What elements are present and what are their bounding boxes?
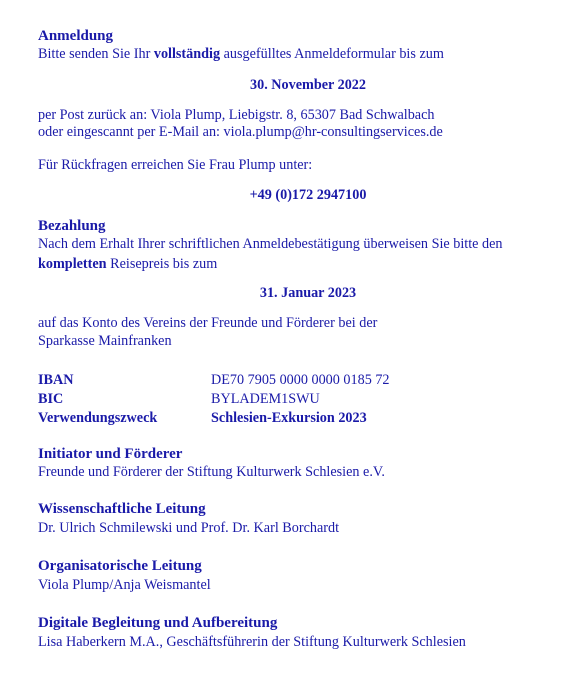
bezahlung-line1: Nach dem Erhalt Ihrer schriftlichen Anmeldebestätigung überweisen Sie bitte den — [38, 236, 503, 252]
digital-text: Lisa Haberkern M.A., Geschäftsführerin der Stiftung Kulturwerk Schlesien — [38, 634, 466, 650]
bezahlung-line2 — [38, 256, 217, 273]
account-line1: auf das Konto des Vereins der Freunde und Förderer bei der — [38, 315, 378, 331]
bank-value: BYLADEM1SWU — [211, 391, 320, 407]
questions-text: Für Rückfragen erreichen Sie Frau Plump unter: — [38, 157, 313, 173]
anmeldung-heading: Anmeldung — [38, 28, 114, 44]
anmeldung-intro — [38, 46, 444, 63]
bank-value: Schlesien-Exkursion 2023 — [211, 410, 367, 426]
wissenschaft-text: Dr. Ulrich Schmilewski und Prof. Dr. Karl Borchardt — [38, 520, 340, 536]
digital-heading: Digitale Begleitung und Aufbereitung — [38, 615, 278, 631]
bezahlung-deadline: 31. Januar 2023 — [259, 285, 357, 301]
organisation-heading: Organisatorische Leitung — [38, 558, 202, 574]
email-address: oder eingescannt per E-Mail an: viola.plump@hr-consultingservices.de — [38, 124, 443, 140]
bezahlung-heading: Bezahlung — [38, 218, 106, 234]
account-line2: Sparkasse Mainfranken — [38, 333, 172, 349]
intro-text-end: ausgefülltes Anmeldeformular bis zum — [220, 46, 444, 62]
bank-value: DE70 7905 0000 0000 0185 72 — [211, 372, 390, 388]
initiator-text: Freunde und Förderer der Stiftung Kulturwerk Schlesien e.V. — [38, 464, 385, 480]
anmeldung-deadline: 30. November 2022 — [250, 77, 366, 93]
organisation-text: Viola Plump/Anja Weismantel — [38, 577, 211, 593]
bank-label: IBAN — [38, 372, 74, 388]
post-address: per Post zurück an: Viola Plump, Liebigstr. 8, 65307 Bad Schwalbach — [38, 107, 435, 123]
bank-label: BIC — [38, 391, 64, 407]
initiator-heading: Initiator und Förderer — [38, 446, 183, 462]
wissenschaft-heading: Wissenschaftliche Leitung — [38, 501, 206, 517]
bezahlung-bold: kompletten — [38, 256, 107, 272]
bezahlung-line2-text: Reisepreis bis zum — [106, 256, 218, 272]
intro-bold: vollständig — [153, 46, 221, 62]
intro-text: Bitte senden Sie Ihr — [38, 46, 154, 62]
phone-number: +49 (0)172 2947100 — [249, 187, 367, 203]
bank-label: Verwendungszweck — [38, 410, 158, 426]
